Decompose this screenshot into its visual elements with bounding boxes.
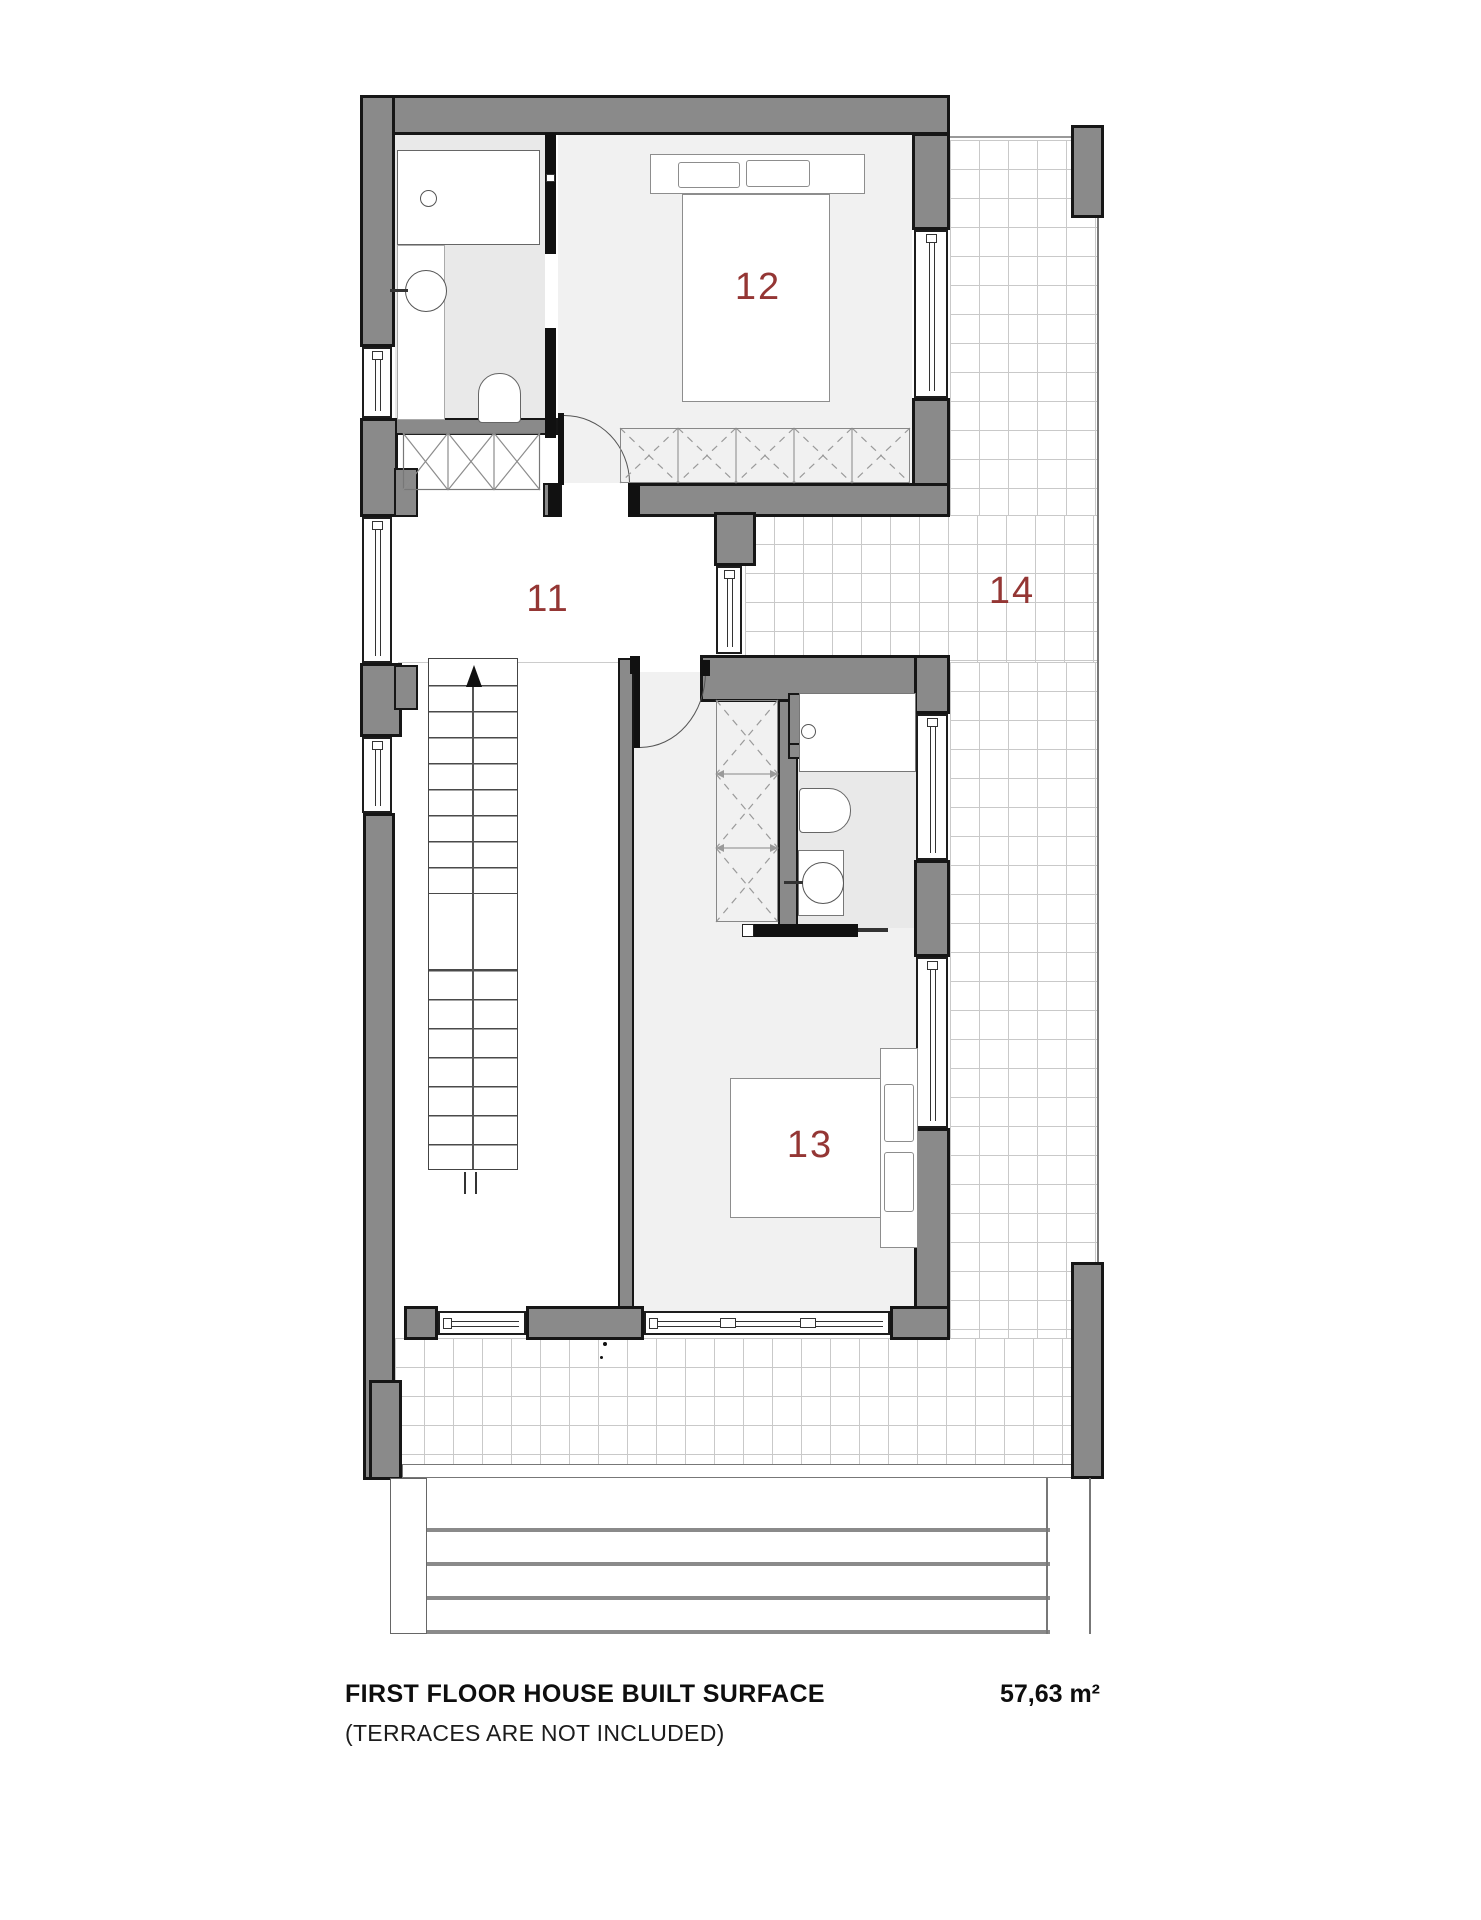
door-13-jamb-right [700, 660, 710, 676]
wall-right-13-pier2 [914, 860, 950, 957]
sliding-door-bath13-track [858, 928, 888, 932]
wall-right-12-top-pier [912, 133, 950, 230]
sliding-door-bath13 [754, 924, 858, 937]
window-bottom-room13-sash [720, 1318, 736, 1328]
wall-right-13-pier1 [914, 655, 950, 714]
toilet-topleft [478, 373, 521, 423]
reference-dot-2 [600, 1356, 603, 1359]
window-bottom-room13 [644, 1311, 890, 1335]
shower-tray-13 [799, 693, 916, 772]
door-12-jamb-left [548, 483, 560, 517]
bed-13-headboard [880, 1048, 918, 1248]
entry-step-4 [427, 1630, 1050, 1634]
faucet-13 [784, 881, 803, 884]
entry-steps-left-column [390, 1478, 427, 1634]
shower-drain-13 [801, 724, 816, 739]
room-label-14: 14 [988, 570, 1036, 612]
legend-subtitle: (TERRACES ARE NOT INCLUDED) [345, 1720, 725, 1746]
wall-bottom-pier-left [404, 1306, 438, 1340]
bed-12-pillow-right [746, 160, 810, 187]
room-label-13: 13 [786, 1124, 834, 1166]
window-room13-right-1 [916, 714, 948, 860]
bed-13-pillow-top [884, 1084, 914, 1142]
window-room12-right [914, 230, 948, 398]
stair-direction-arrow [466, 665, 482, 687]
wardrobe-hall-icon [403, 433, 540, 490]
pier-11-terrace-corner [714, 512, 756, 566]
stair-bottom-tick-1 [464, 1172, 466, 1194]
door-12-jamb-right [628, 483, 640, 517]
door-13-jamb-left [630, 656, 640, 674]
entry-step-1 [427, 1528, 1050, 1532]
room-label-12: 12 [734, 266, 782, 308]
window-room13-right-2 [916, 957, 948, 1128]
wall-bath-tl-divider-bottom [545, 328, 556, 438]
wall-bottom-center-block [526, 1306, 644, 1340]
pocket-door-track-end [546, 174, 555, 182]
window-bottom-stairhall [438, 1311, 526, 1335]
shower-tray-topleft [397, 150, 540, 245]
toilet-13 [799, 788, 851, 833]
window-left-1 [362, 347, 392, 418]
washbasin-topleft [405, 270, 447, 312]
wall-12-bottom [630, 483, 950, 517]
wall-left-block2 [360, 418, 398, 517]
wall-left-block3-step [394, 665, 418, 710]
legend-area-value: 57,63 m² [999, 1680, 1100, 1708]
staircase [428, 658, 518, 1170]
terrace-lower-grid [395, 1338, 1071, 1466]
bed-13-pillow-bottom [884, 1152, 914, 1212]
stair-bottom-tick-2 [475, 1172, 477, 1194]
stair-center-line [472, 679, 474, 1169]
window-left-3 [362, 737, 392, 813]
terrace-right-edge [1097, 217, 1099, 1263]
pillar-bottom-right [1071, 1262, 1104, 1479]
entry-steps-right-line-1 [1046, 1478, 1048, 1634]
entry-steps-right-line-2 [1089, 1478, 1091, 1634]
shower-drain-topleft [420, 190, 437, 207]
wall-top [360, 95, 950, 135]
entry-step-3 [427, 1596, 1050, 1600]
window-left-2 [362, 517, 392, 663]
pillar-bottom-left [369, 1380, 402, 1480]
terrace-bottom-band [402, 1464, 1102, 1478]
legend-title: FIRST FLOOR HOUSE BUILT SURFACE [345, 1680, 825, 1708]
pocket-door-bath-tl [545, 182, 556, 254]
washbasin-13 [802, 862, 844, 904]
entry-step-2 [427, 1562, 1050, 1566]
wall-left-upper [360, 95, 395, 347]
wardrobe-room12-icon [620, 428, 910, 483]
wall-bottom-corner [890, 1306, 950, 1340]
window-room11-terrace [716, 566, 742, 654]
wardrobe-room13-icon [716, 700, 778, 922]
room-label-11: 11 [526, 578, 570, 620]
pillar-top-right [1071, 125, 1104, 218]
bed-12-pillow-left [678, 162, 740, 188]
wall-stairhall-room13 [618, 658, 634, 1312]
terrace-14-grid-side [950, 662, 1098, 1338]
sliding-door-bath13-end [742, 924, 754, 937]
reference-dot-1 [603, 1342, 607, 1346]
window-bottom-room13-sash2 [800, 1318, 816, 1328]
faucet-topleft [390, 289, 408, 292]
